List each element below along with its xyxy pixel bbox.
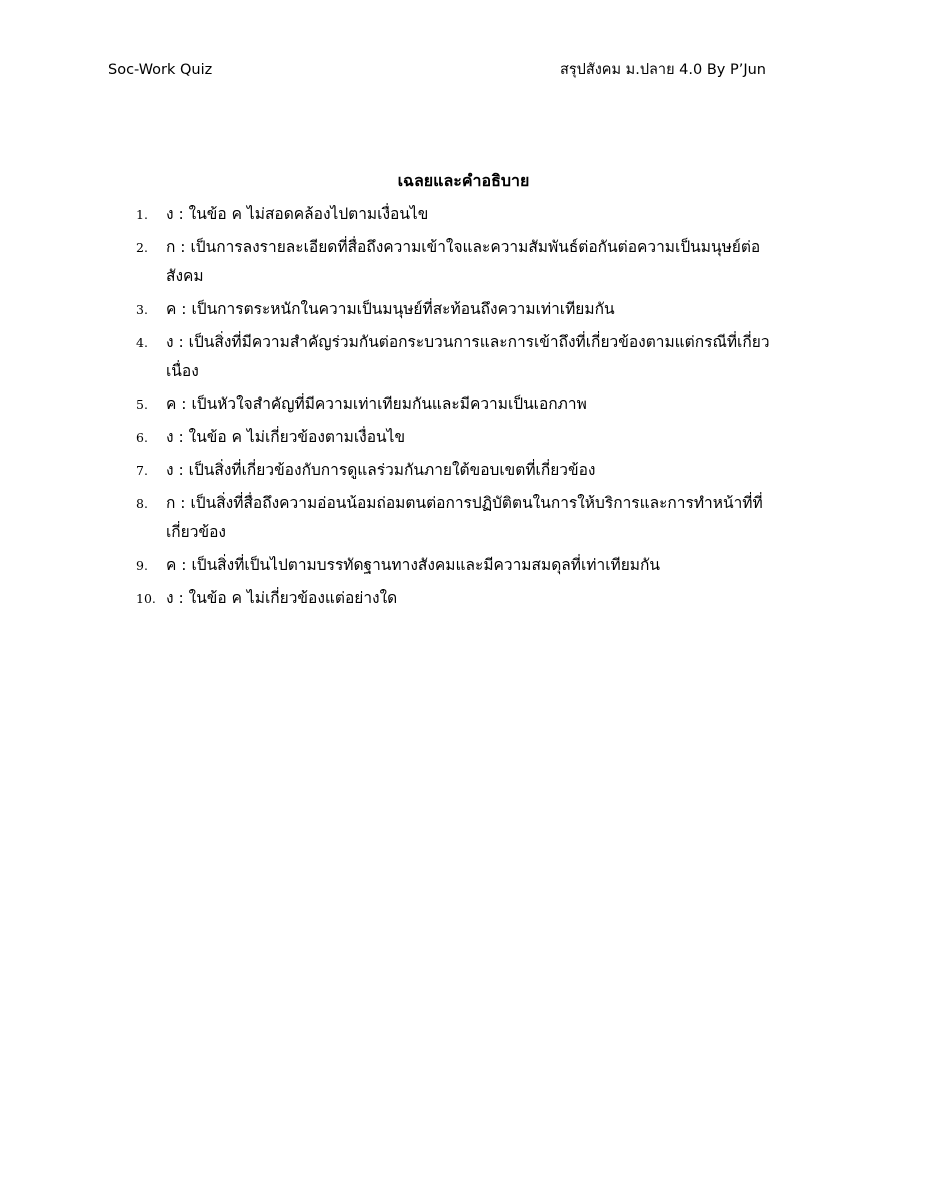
- answer-item-10: [136, 584, 776, 613]
- answer-number: 3.: [136, 302, 148, 317]
- page-header: [108, 58, 766, 81]
- answer-item-2: [136, 233, 776, 291]
- answer-text: ง : ในข้อ ค ไม่สอดคล้องไปตามเงื่อนไข: [166, 205, 429, 223]
- answer-item-9: [136, 551, 776, 580]
- answer-number: 9.: [136, 558, 148, 573]
- page-title: เฉลยและคำอธิบาย: [397, 171, 530, 190]
- answer-number: 6.: [136, 430, 148, 445]
- answer-text: ค : เป็นหัวใจสำคัญที่มีความเท่าเทียมกันและมีความเป็นเอกภาพ: [166, 395, 587, 413]
- answer-number: 4.: [136, 335, 148, 350]
- answer-item-6: [136, 423, 776, 452]
- answer-item-3: [136, 295, 776, 324]
- answer-text: ค : เป็นสิ่งที่เป็นไปตามบรรทัดฐานทางสังคมและมีความสมดุลที่เท่าเทียมกัน: [166, 556, 661, 574]
- answer-item-5: [136, 390, 776, 419]
- answer-text: ง : เป็นสิ่งที่มีความสำคัญร่วมกันต่อกระบวนการและการเข้าถึงที่เกี่ยวข้องตามแต่กรณีที่เกี่ยวเนื่อง: [166, 333, 770, 380]
- answer-text: ก : เป็นการลงรายละเอียดที่สื่อถึงความเข้าใจและความสัมพันธ์ต่อกันต่อความเป็นมนุษย์ต่อสังคม: [166, 238, 761, 285]
- answer-text: ง : เป็นสิ่งที่เกี่ยวข้องกับการดูแลร่วมกันภายใต้ขอบเขตที่เกี่ยวข้อง: [166, 461, 596, 479]
- answer-text: ง : ในข้อ ค ไม่เกี่ยวข้องแต่อย่างใด: [166, 589, 398, 607]
- header-left-text: Soc-Work Quiz: [108, 62, 213, 78]
- answer-text: ก : เป็นสิ่งที่สื่อถึงความอ่อนน้อมถ่อมตนต่อการปฏิบัติตนในการให้บริการและการทำหน้าที่ที่เกี่ยวข้อง: [166, 494, 763, 541]
- answer-item-7: [136, 456, 776, 485]
- answer-list: [136, 200, 776, 617]
- answer-text: ง : ในข้อ ค ไม่เกี่ยวข้องตามเงื่อนไข: [166, 428, 406, 446]
- answer-item-1: [136, 200, 776, 229]
- answer-item-4: [136, 328, 776, 386]
- answer-text: ค : เป็นการตระหนักในความเป็นมนุษย์ที่สะท้อนถึงความเท่าเทียมกัน: [166, 300, 615, 318]
- answer-number: 1.: [136, 207, 148, 222]
- answer-number: 10.: [136, 591, 156, 606]
- answer-number: 7.: [136, 463, 148, 478]
- answer-number: 5.: [136, 397, 148, 412]
- answer-number: 8.: [136, 496, 148, 511]
- answer-number: 2.: [136, 240, 148, 255]
- header-right-text: สรุปสังคม ม.ปลาย 4.0 By P’Jun: [560, 62, 766, 78]
- answer-item-8: [136, 489, 776, 547]
